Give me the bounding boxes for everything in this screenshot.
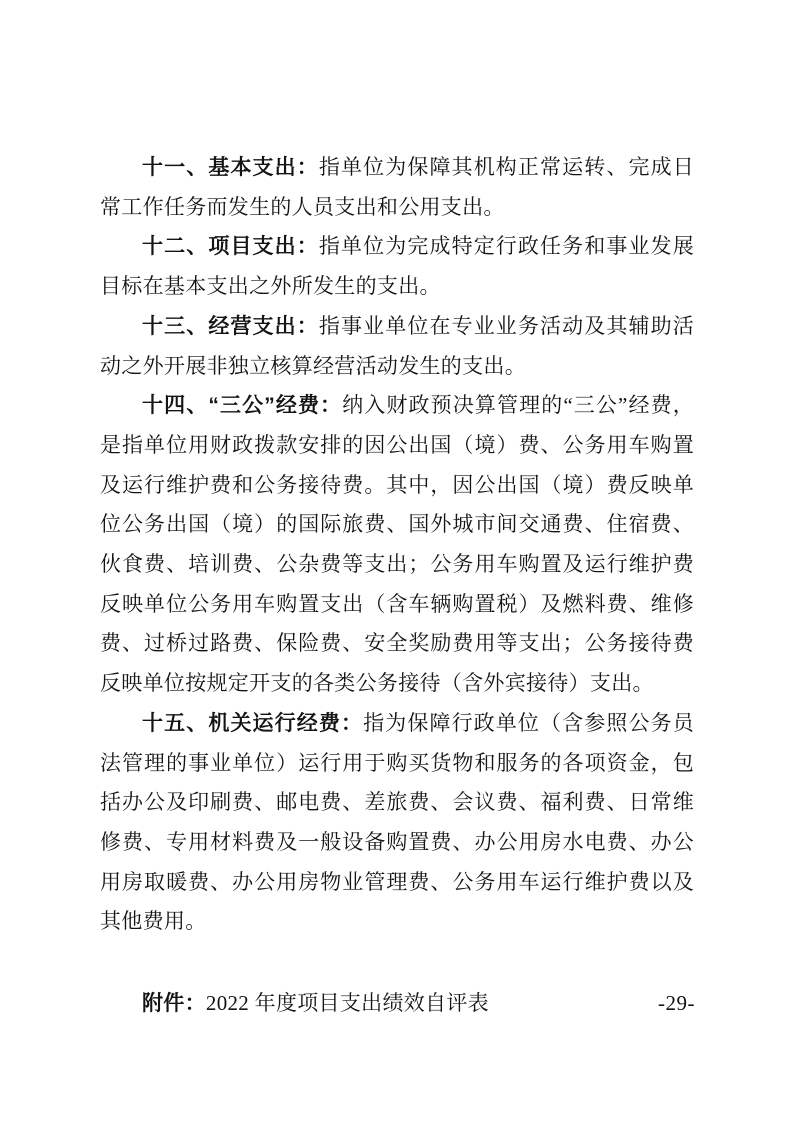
attachment-label: 附件： [142, 992, 206, 1016]
paragraph-text: 指事业单位在专业业务活动及其辅助活动之外开展非独立核算经营活动发生的支出。 [100, 313, 694, 378]
paragraph-lead: 十四、“三公”经费： [142, 394, 343, 418]
paragraph-item-14 [100, 386, 694, 704]
paragraph-text: 指单位为保障其机构正常运转、完成日常工作任务而发生的人员支出和公用支出。 [100, 155, 694, 219]
paragraph-item-12 [100, 227, 694, 306]
page-number: -29- [658, 991, 695, 1015]
paragraph-text: 指单位为完成特定行政任务和事业发展目标在基本支出之外所发生的支出。 [100, 234, 694, 299]
paragraph-lead: 十二、项目支出： [142, 235, 319, 259]
paragraph-lead: 十五、机关运行经费： [142, 711, 364, 735]
paragraph-lead: 十一、基本支出： [142, 156, 319, 179]
attachment-text: 2022 年度项目支出绩效自评表 [205, 991, 489, 1016]
paragraph-item-11 [100, 148, 694, 227]
paragraph-text: 纳入财政预决算管理的“三公”经费，是指单位用财政拨款安排的因公出国（境）费、公务用车购置及运行维护费和公务接待费。其中，因公出国（境）费反映单位公务出国（境）的国际旅费、国外城市间交通费、住宿费、伙食费、培训费、公杂费等支出；公务用车购置及运行维护费反映单位公务用车购置支出（含车辆购置税）及燃料费、维修费、过桥过路费、保险费、安全奖励费用等支出；公务接待费反映单位按规定开支的各类公务接待（含外宾接待）支出。 [100, 393, 695, 696]
document-body [100, 148, 694, 1024]
paragraph-item-15 [100, 704, 694, 942]
attachment-note [100, 984, 694, 1024]
paragraph-lead: 十三、经营支出： [142, 314, 319, 338]
paragraph-item-13 [100, 307, 694, 386]
paragraph-text: 指为保障行政单位（含参照公务员法管理的事业单位）运行用于购买货物和服务的各项资金，包括办公及印刷费、邮电费、差旅费、会议费、福利费、日常维修费、专用材料费及一般设备购置费、办公用房水电费、办公用房取暖费、办公用房物业管理费、公务用车运行维护费以及其他费用。 [100, 710, 694, 934]
